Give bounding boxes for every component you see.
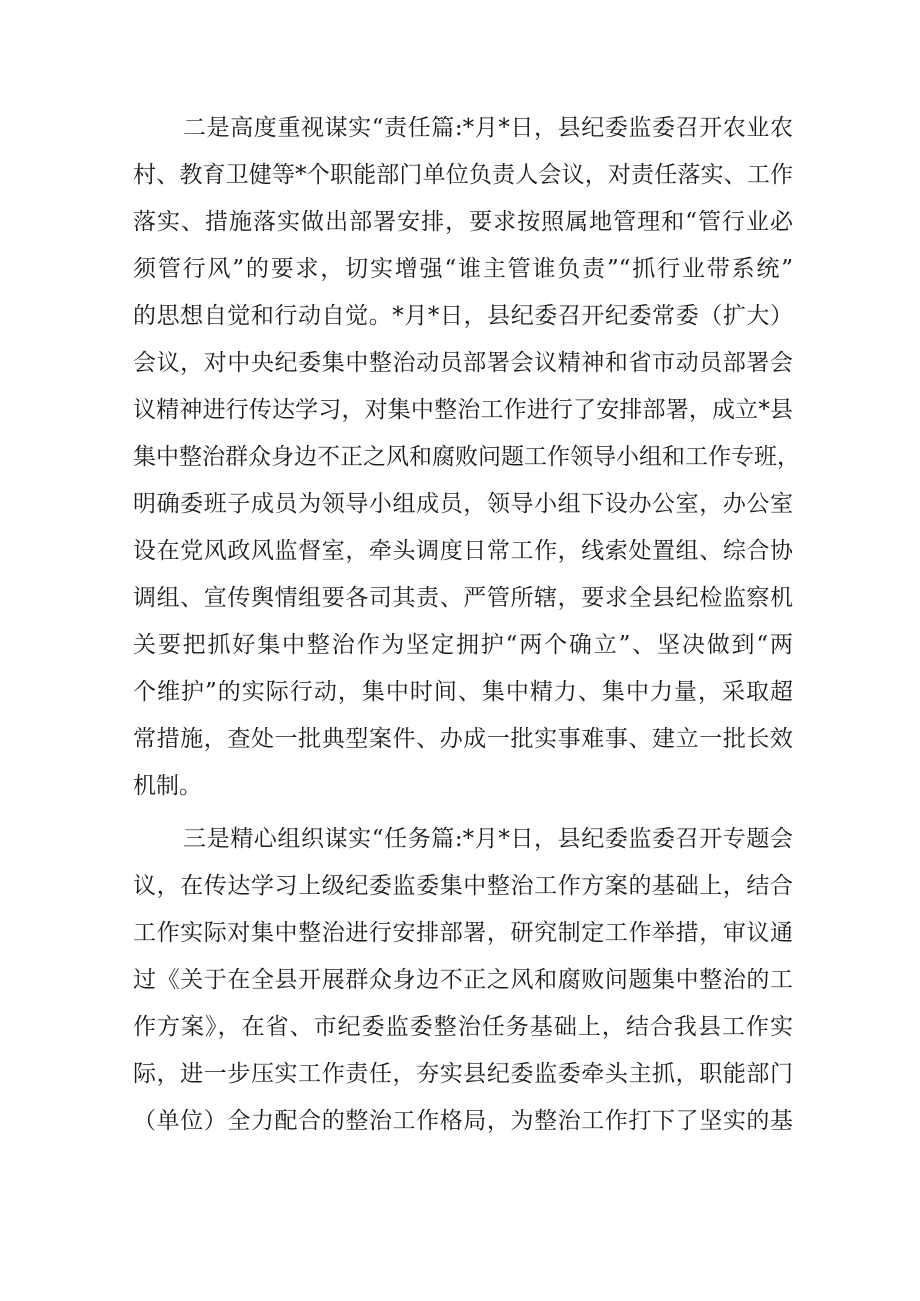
paragraph-line: 调组、宣传舆情组要各司其责、严管所辖，要求全县纪检监察机 [133,585,793,611]
paragraph-line: 集中整治群众身边不正之风和腐败问题工作领导小组和工作专班， [133,444,800,470]
paragraph-line: 议精神进行传达学习，对集中整治工作进行了安排部署，成立*县 [133,397,793,423]
paragraph-line: 明确委班子成员为领导小组成员，领导小组下设办公室，办公室 [133,491,793,517]
paragraph-line: 议，在传达学习上级纪委监委集中整治工作方案的基础上，结合 [133,873,793,899]
paragraph-responsibility [133,105,800,810]
paragraph-line: 会议，对中央纪委集中整治动员部署会议精神和省市动员部署会 [133,350,793,376]
paragraph-line: 三是精心组织谋实“任务篇:*月*日，县纪委监委召开专题会 [183,826,793,852]
paragraph-line: 作方案》，在省、市纪委监委整治任务基础上，结合我县工作实 [133,1014,793,1040]
paragraph-tasks [133,816,793,1145]
paragraph-line: 过《关于在全县开展群众身边不正之风和腐败问题集中整治的工 [133,967,793,993]
paragraph-line: 机制。 [133,773,202,799]
paragraph-line: 二是高度重视谋实“责任篇:*月*日，县纪委监委召开农业农 [183,115,793,141]
paragraph-line: 的思想自觉和行动自觉。*月*日，县纪委召开纪委常委（扩大） [133,303,793,329]
paragraph-line: 关要把抓好集中整治作为坚定拥护“两个确立”、坚决做到“两 [133,632,793,658]
paragraph-line: 常措施，查处一批典型案件、办成一批实事难事、建立一批长效 [133,726,793,752]
paragraph-line: 际，进一步压实工作责任，夯实县纪委监委牵头主抓，职能部门 [133,1061,793,1087]
paragraph-line: 设在党风政风监督室，牵头调度日常工作，线索处置组、综合协 [133,538,793,564]
paragraph-line: 须管行风”的要求，切实增强“谁主管谁负责”“抓行业带系统” [133,256,793,282]
paragraph-line: 工作实际对集中整治进行安排部署，研究制定工作举措，审议通 [133,920,793,946]
paragraph-line: 落实、措施落实做出部署安排，要求按照属地管理和“管行业必 [133,209,793,235]
paragraph-line: 个维护”的实际行动，集中时间、集中精力、集中力量，采取超 [133,679,793,705]
paragraph-line: （单位）全力配合的整治工作格局，为整治工作打下了坚实的基 [133,1108,793,1134]
paragraph-line: 村、教育卫健等*个职能部门单位负责人会议，对责任落实、工作 [133,162,793,188]
document-body [133,105,800,1145]
